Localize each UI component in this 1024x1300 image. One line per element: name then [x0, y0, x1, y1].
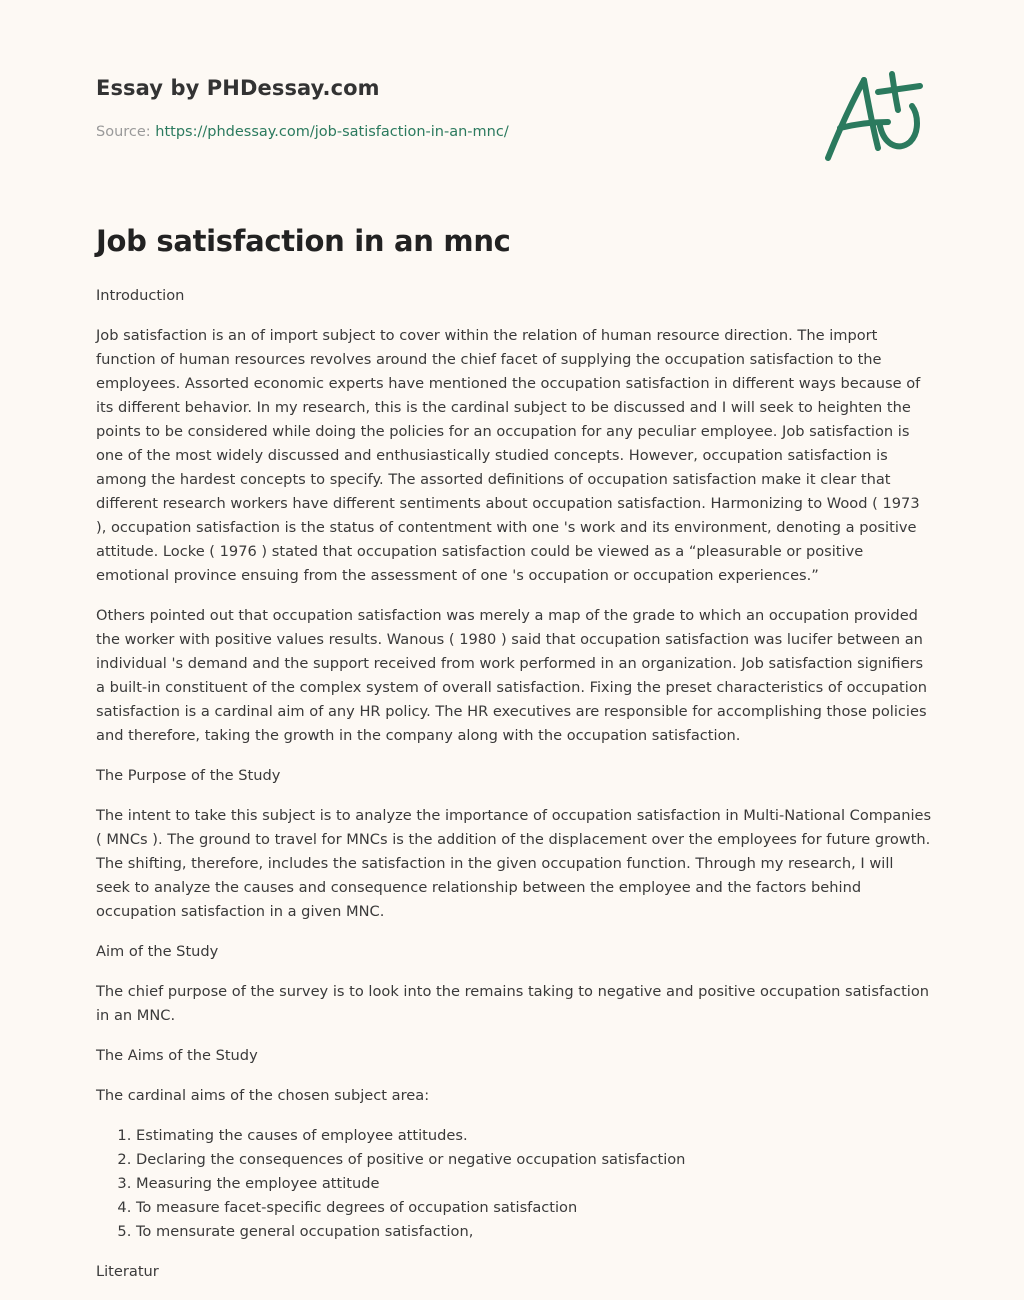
source-link[interactable]: https://phdessay.com/job-satisfaction-in-an-mnc/: [155, 124, 509, 140]
list-item: 4. To measure facet-specific degrees of occupation satisfaction: [136, 1196, 932, 1220]
brand-title: Essay by PHDessay.com: [96, 76, 380, 100]
section-heading-literature: Literatur: [96, 1263, 159, 1280]
source-label: Source:: [96, 124, 156, 140]
section-heading-aims: The Aims of the Study: [96, 1047, 258, 1064]
list-item: 5. To mensurate general occupation satisfaction,: [136, 1220, 932, 1244]
list-item: 2. Declaring the consequences of positive or negative occupation satisfaction: [136, 1148, 932, 1172]
list-item: 3. Measuring the employee attitude: [136, 1172, 932, 1196]
essay-content: [96, 284, 932, 1300]
list-item: 1. Estimating the causes of employee attitudes.: [136, 1124, 932, 1148]
paragraph-1: Job satisfaction is an of import subject to cover within the relation of human resource direction. The import function of human resources revolves around the chief facet of supplying the occupation satisfaction to the employees. Assorted economic experts have mentioned the occupation satisfaction in different ways because of its different behavior. In my research, this is the cardinal subject to be discussed and I will seek to heighten the points to be considered while doing the policies for an occupation for any peculiar employee. Job satisfaction is one of the most widely discussed and enthusiastically studied concepts. However, occupation satisfaction is among the hardest concepts to specify. The assorted definitions of occupation satisfaction make it clear that different research workers have different sentiments about occupation satisfaction. Harmonizing to Wood ( 1973 ), occupation satisfaction is the status of contentment with one 's work and its environment, denoting a positive attitude. Locke ( 1976 ) stated that occupation satisfaction could be viewed as a “pleasurable or positive emotional province ensuing from the assessment of one 's occupation or occupation experiences.”: [96, 327, 921, 584]
section-heading-aim: Aim of the Study: [96, 943, 219, 960]
a-plus-logo-icon: [818, 66, 930, 166]
paragraph-2: Others pointed out that occupation satisfaction was merely a map of the grade to which an occupation provided the worker with positive values results. Wanous ( 1980 ) said that occupation satisfaction was lucifer between an individual 's demand and the support received from work performed in an organization. Job satisfaction signifiers a built-in constituent of the complex system of overall satisfaction. Fixing the preset characteristics of occupation satisfaction is a cardinal aim of any HR policy. The HR executives are responsible for accomplishing those policies and therefore, taking the growth in the company along with the occupation satisfaction.: [96, 607, 928, 744]
paragraph-5: The cardinal aims of the chosen subject area:: [96, 1087, 430, 1104]
section-heading-purpose: The Purpose of the Study: [96, 767, 281, 784]
section-heading-introduction: Introduction: [96, 287, 185, 304]
paragraph-3: The intent to take this subject is to analyze the importance of occupation satisfaction in Multi-National Companies ( MNCs ). The ground to travel for MNCs is the addition of the displacement over the employees for future growth. The shifting, therefore, includes the satisfaction in the given occupation function. Through my research, I will seek to analyze the causes and consequence relationship between the employee and the factors behind occupation satisfaction in a given MNC.: [96, 807, 932, 920]
paragraph-4: The chief purpose of the survey is to look into the remains taking to negative and positive occupation satisfaction in an MNC.: [96, 983, 930, 1024]
essay-title: Job satisfaction in an mnc: [96, 224, 511, 258]
aims-list: [96, 1124, 932, 1244]
source-line: [96, 124, 509, 140]
